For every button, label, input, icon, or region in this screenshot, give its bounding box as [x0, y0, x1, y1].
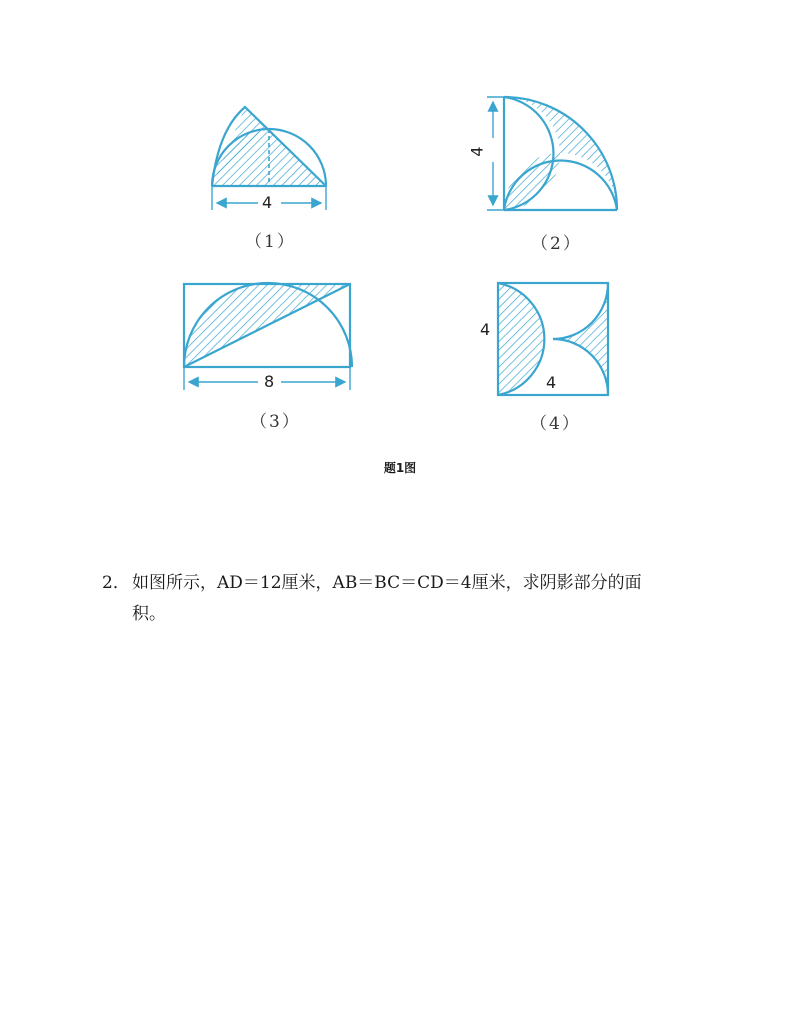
figure-3-dimension: 8	[264, 372, 275, 391]
figure-4-dimension-left: 4	[480, 320, 491, 339]
figure-4-label: （4）	[530, 414, 581, 434]
problem-text-line2: 积。	[132, 604, 166, 624]
figure-caption: 题1图	[383, 461, 417, 475]
figure-2-dimension: 4	[467, 146, 487, 157]
problem-text-line1: 如图所示，AD＝12厘米，AB＝BC＝CD＝4厘米，求阴影部分的面	[132, 573, 642, 593]
figure-1-dimension: 4	[262, 193, 273, 212]
figure-4-dimension-bottom: 4	[546, 373, 557, 392]
figure-3-label: （3）	[250, 412, 301, 432]
problem-number: 2．	[102, 573, 130, 593]
figure-2-label: （2）	[531, 234, 582, 254]
problem-2	[102, 568, 702, 630]
figure-1-label: （1）	[245, 232, 296, 252]
figure-2	[487, 97, 617, 210]
